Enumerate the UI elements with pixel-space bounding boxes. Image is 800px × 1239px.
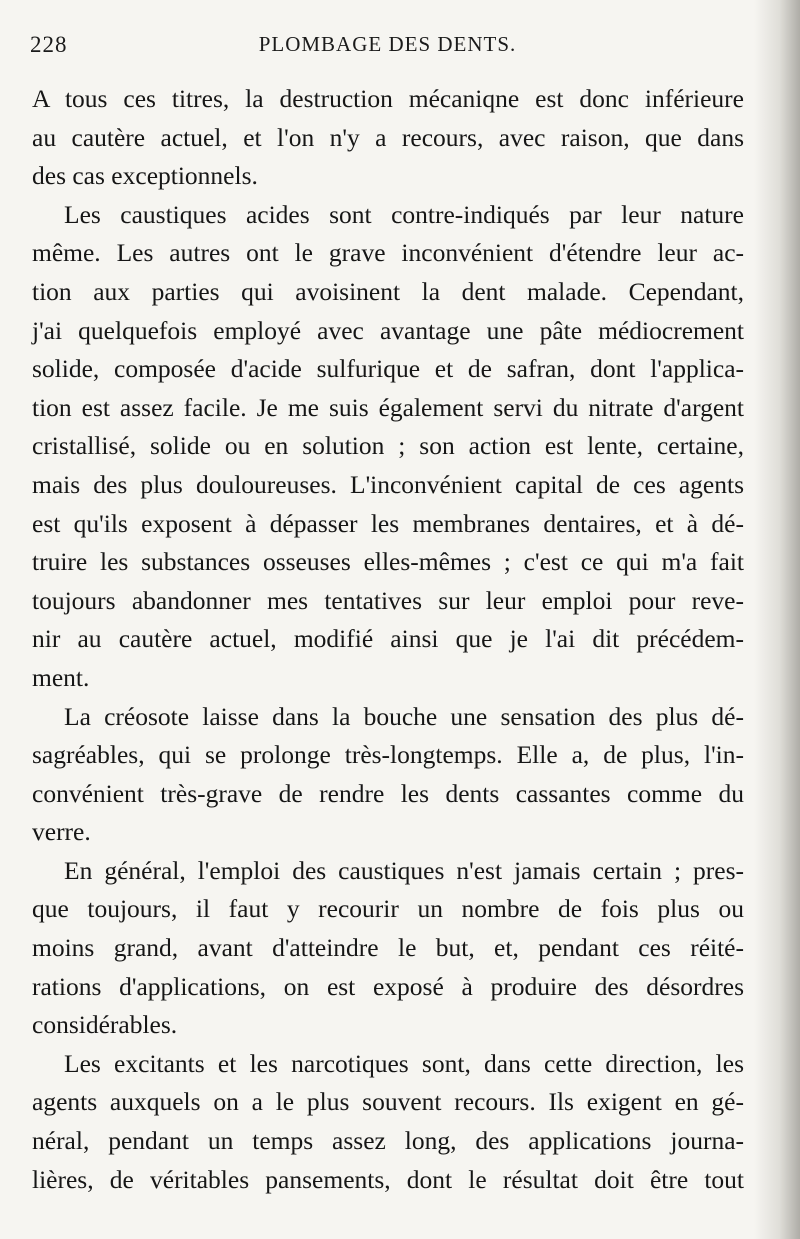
text-line: Les excitants et les narcotiques sont, dans cette direction, les <box>64 1048 744 1078</box>
text-line: toujours abandonner mes tentatives sur leur emploi pour reve- <box>32 585 744 615</box>
page-edge-shadow <box>754 0 800 1239</box>
body-text <box>32 80 744 1199</box>
text-line: néral, pendant un temps assez long, des applications journa- <box>32 1126 744 1156</box>
text-line: même. Les autres ont le grave inconvénient d'étendre leur ac- <box>32 238 744 268</box>
text-line: agents auxquels on a le plus souvent recours. Ils exigent en gé- <box>32 1087 744 1117</box>
text-line: lières, de véritables pansements, dont le résultat doit être tout <box>32 1164 744 1194</box>
text-line: En général, l'emploi des caustiques n'est jamais certain ; pres- <box>64 855 744 885</box>
text-line: j'ai quelquefois employé avec avantage une pâte médiocrement <box>32 315 744 345</box>
text-line: tion aux parties qui avoisinent la dent malade. Cependant, <box>32 276 744 306</box>
text-line: rations d'applications, on est exposé à produire des désordres <box>32 971 744 1001</box>
text-line: au cautère actuel, et l'on n'y a recours, avec raison, que dans <box>32 122 744 152</box>
text-line: mais des plus douloureuses. L'inconvénient capital de ces agents <box>32 469 744 499</box>
text-line: verre. <box>32 817 91 847</box>
page-number: 228 <box>30 32 68 57</box>
text-line: truire les substances osseuses elles-mêmes ; c'est ce qui m'a fait <box>32 547 744 577</box>
text-line: cristallisé, solide ou en solution ; son action est lente, certaine, <box>32 431 744 461</box>
text-line: La créosote laisse dans la bouche une sensation des plus dé- <box>64 701 744 731</box>
text-line: moins grand, avant d'atteindre le but, et, pendant ces réité- <box>32 933 744 963</box>
text-line: solide, composée d'acide sulfurique et de safran, dont l'applica- <box>32 354 744 384</box>
text-line: A tous ces titres, la destruction mécaniqne est donc inférieure <box>32 84 744 113</box>
text-line: que toujours, il faut y recourir un nombre de fois plus ou <box>32 894 744 924</box>
text-line: nir au cautère actuel, modifié ainsi que je l'ai dit précédem- <box>32 624 744 654</box>
running-head: PLOMBAGE DES DENTS. <box>258 32 517 56</box>
text-line: convénient très-grave de rendre les dents cassantes comme du <box>32 778 744 808</box>
text-line: sagréables, qui se prolonge très-longtemps. Elle a, de plus, l'in- <box>32 740 744 770</box>
page-header <box>30 30 745 66</box>
text-line: tion est assez facile. Je me suis également servi du nitrate d'argent <box>32 392 744 422</box>
text-line: considérables. <box>32 1010 178 1040</box>
text-line: des cas exceptionnels. <box>32 161 258 191</box>
text-line: Les caustiques acides sont contre-indiqués par leur nature <box>64 199 744 229</box>
text-line: ment. <box>32 662 90 692</box>
text-line: est qu'ils exposent à dépasser les membranes dentaires, et à dé- <box>32 508 744 538</box>
